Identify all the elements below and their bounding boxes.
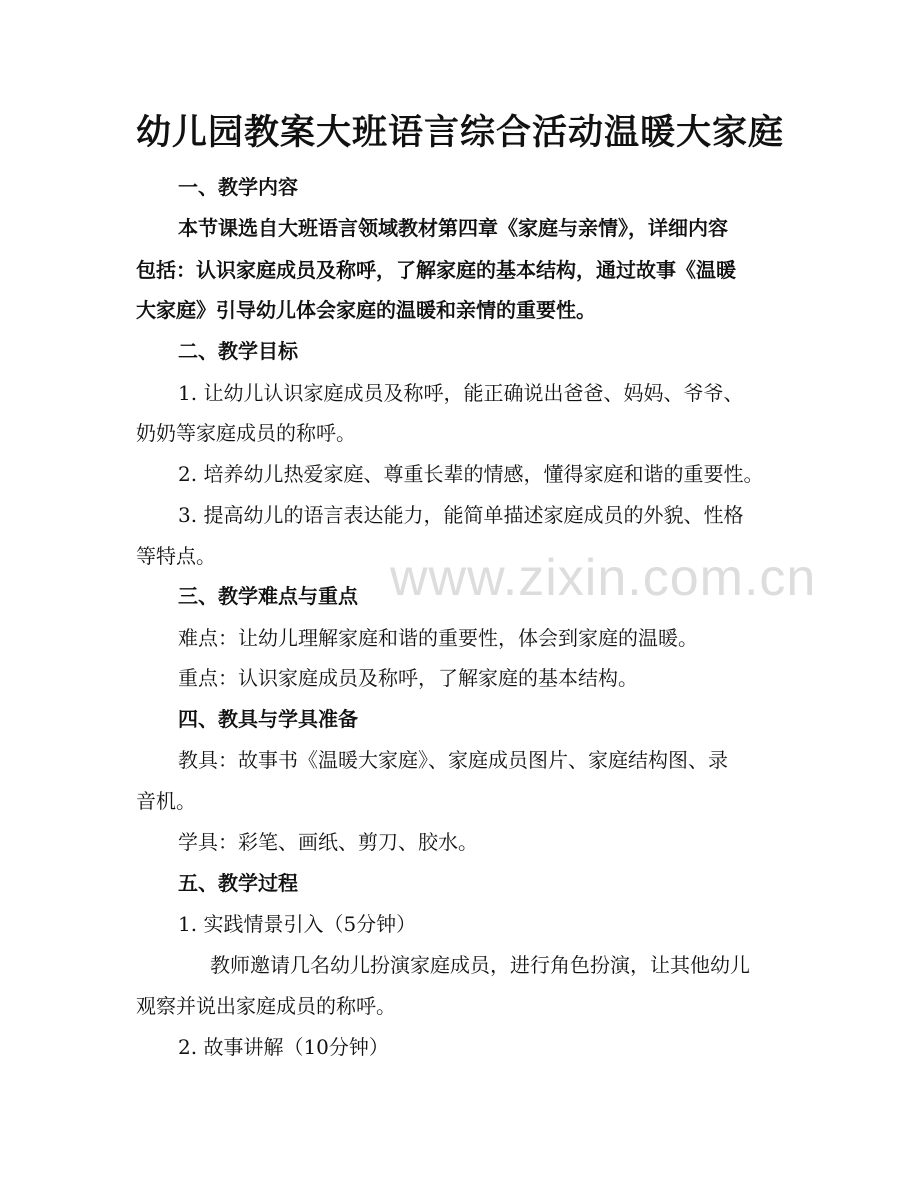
- watermark: www.zixin.com.cn: [390, 549, 817, 607]
- paragraph-line: 音机。: [136, 789, 196, 813]
- paragraph-line: 重点：认识家庭成员及称呼，了解家庭的基本结构。: [178, 666, 638, 690]
- section-heading-3: 三、教学难点与重点: [178, 584, 358, 608]
- paragraph-line: 3. 提高幼儿的语言表达能力，能简单描述家庭成员的外貌、性格: [178, 503, 744, 527]
- paragraph-line: 包括：认识家庭成员及称呼，了解家庭的基本结构，通过故事《温暖: [136, 258, 736, 282]
- paragraph-line: 本节课选自大班语言领域教材第四章《家庭与亲情》，详细内容: [178, 216, 728, 240]
- section-heading-4: 四、教具与学具准备: [178, 707, 358, 731]
- section-heading-5: 五、教学过程: [178, 871, 298, 895]
- page-title: 幼儿园教案大班语言综合活动温暖大家庭: [135, 112, 784, 153]
- paragraph-line: 教具：故事书《温暖大家庭》、家庭成员图片、家庭结构图、录: [178, 748, 728, 772]
- paragraph-line: 学具：彩笔、画纸、剪刀、胶水。: [178, 830, 478, 854]
- paragraph-line: 奶奶等家庭成员的称呼。: [136, 421, 356, 445]
- section-heading-2: 二、教学目标: [178, 339, 298, 363]
- paragraph-line: 1. 让幼儿认识家庭成员及称呼，能正确说出爸爸、妈妈、爷爷、: [178, 381, 744, 405]
- paragraph-line: 大家庭》引导幼儿体会家庭的温暖和亲情的重要性。: [136, 298, 596, 322]
- paragraph-line: 难点：让幼儿理解家庭和谐的重要性，体会到家庭的温暖。: [178, 626, 698, 650]
- paragraph-line: 1. 实践情景引入（5分钟）: [178, 912, 417, 936]
- paragraph-line: 观察并说出家庭成员的称呼。: [136, 994, 396, 1018]
- paragraph-line: 教师邀请几名幼儿扮演家庭成员，进行角色扮演，让其他幼儿: [210, 953, 750, 977]
- paragraph-line: 等特点。: [136, 544, 216, 568]
- paragraph-line: 2. 故事讲解（10分钟）: [178, 1035, 389, 1059]
- section-heading-1: 一、教学内容: [178, 175, 298, 199]
- paragraph-line: 2. 培养幼儿热爱家庭、尊重长辈的情感，懂得家庭和谐的重要性。: [178, 462, 764, 486]
